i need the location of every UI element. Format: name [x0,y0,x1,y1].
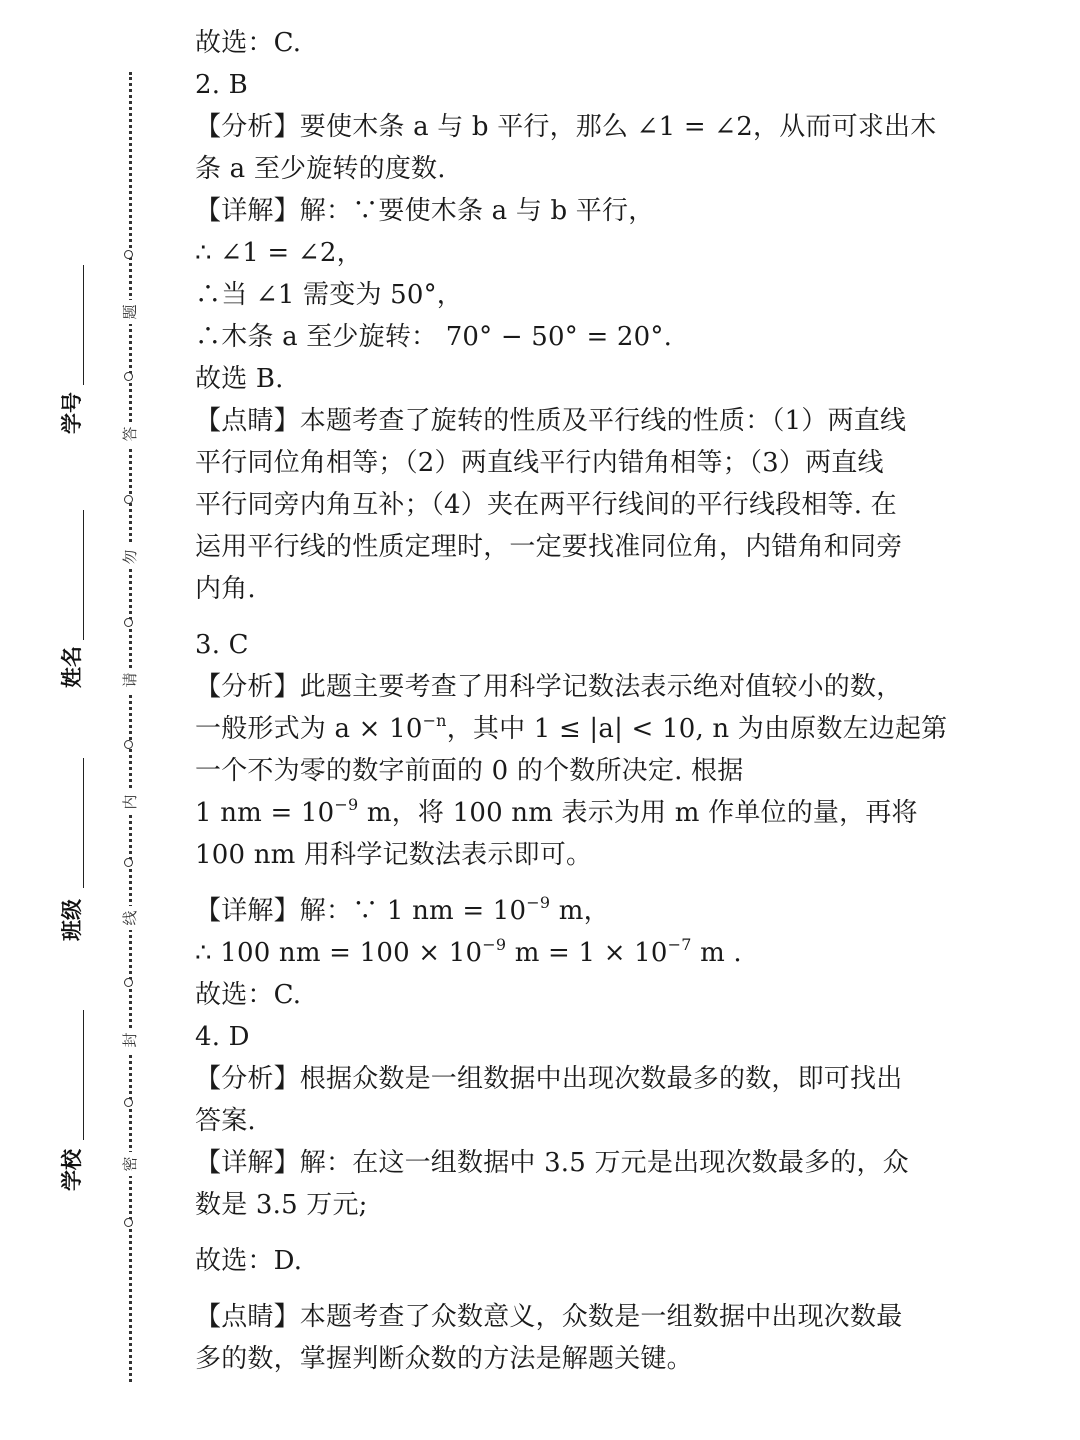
answer-line: 故选：C. [195,980,302,1010]
answer-line: 【点睛】本题考查了众数意义，众数是一组数据中出现次数最 [195,1302,903,1332]
exponent: −n [422,711,447,730]
answer-line: ∴当 ∠1 需变为 50°， [195,280,464,310]
seal-circle [124,740,133,749]
binding-margin [0,0,180,1440]
answer-content [195,22,955,1380]
exponent: −9 [526,893,551,912]
answer-line: 【分析】要使木条 a 与 b 平行，那么 ∠1 = ∠2，从而可求出木 [195,112,937,142]
seal-circle [124,978,133,987]
question-number: 4. D [195,1022,250,1052]
seal-char-wu: 勿 [118,545,142,569]
answer-line [195,708,955,750]
field-line-name [83,510,84,640]
exponent: −7 [667,935,692,954]
answer-line: 【分析】此题主要考查了用科学记数法表示绝对值较小的数， [195,672,903,702]
answer-line [195,932,955,974]
answer-line: 条 a 至少旋转的度数. [195,154,446,184]
text-run: m，将 100 nm 表示为用 m 作单位的量，再将 [358,798,918,828]
answer-line: 一个不为零的数字前面的 0 的个数所决定. 根据 [195,756,744,786]
answer-line: 平行同旁内角互补；（4）夹在两平行线间的平行线段相等. 在 [195,490,897,520]
answer-line: 【详解】解：在这一组数据中 3.5 万元是出现次数最多的，众 [195,1148,909,1178]
seal-char-da: 答 [118,422,142,446]
answer-line: 运用平行线的性质定理时，一定要找准同位角，内错角和同旁 [195,532,903,562]
exponent: −9 [482,935,507,954]
field-label-student-id: 学号 [60,392,84,434]
answer-line: 数是 3.5 万元; [195,1190,368,1220]
text-run: m = 1 × 10 [506,938,668,968]
seal-circle [124,1218,133,1227]
seal-char-xian: 线 [118,906,142,930]
answer-line: 【分析】根据众数是一组数据中出现次数最多的数，即可找出 [195,1064,903,1094]
text-run: ，其中 1 ≤ |a| < 10, n 为由原数左边起第 [446,714,948,744]
answer-line: 【点睛】本题考查了旋转的性质及平行线的性质：（1）两直线 [195,406,907,436]
answer-line: 答案. [195,1106,256,1136]
answer-line: 平行同位角相等；（2）两直线平行内错角相等；（3）两直线 [195,448,884,478]
field-line-class [83,758,84,888]
field-line-student-id [83,265,84,385]
answer-line: ∴木条 a 至少旋转： 70° − 50° = 20°. [195,322,673,352]
answer-line: ∴ ∠1 = ∠2， [195,238,363,268]
answer-line: 100 nm 用科学记数法表示即可。 [195,840,593,870]
seal-circle [124,618,133,627]
field-label-name: 姓名 [60,646,84,688]
question-number: 2. B [195,70,248,100]
answer-line: 故选 B. [195,364,284,394]
answer-line: 多的数，掌握判断众数的方法是解题关键。 [195,1344,693,1374]
text-run: m， [550,896,610,926]
seal-dotted-line [129,72,132,1382]
seal-circle [124,1098,133,1107]
text-run: ∴ 100 nm = 100 × 10 [195,938,483,968]
exponent: −9 [334,795,359,814]
seal-circle [124,495,133,504]
answer-line: 内角. [195,574,256,604]
seal-char-feng: 封 [118,1028,142,1052]
answer-line [195,890,955,932]
seal-char-qing: 请 [118,668,142,692]
answer-line [195,792,955,834]
field-label-class: 班级 [60,899,84,941]
text-run: 【详解】解：∵ 1 nm = 10 [195,896,527,926]
seal-circle [124,372,133,381]
text-run: 1 nm = 10 [195,798,335,828]
seal-char-mi: 密 [118,1152,142,1176]
text-run: m . [691,938,742,968]
question-number: 3. C [195,630,249,660]
seal-circle [124,858,133,867]
answer-line: 故选：D. [195,1246,303,1276]
seal-char-nei: 内 [118,790,142,814]
field-label-school: 学校 [60,1149,84,1191]
seal-circle [124,250,133,259]
answer-line: 【详解】解：∵要使木条 a 与 b 平行， [195,196,655,226]
text-run: 一般形式为 a × 10 [195,714,423,744]
field-line-school [83,1010,84,1140]
answer-line: 故选：C. [195,28,302,58]
seal-char-ti: 题 [118,300,142,324]
